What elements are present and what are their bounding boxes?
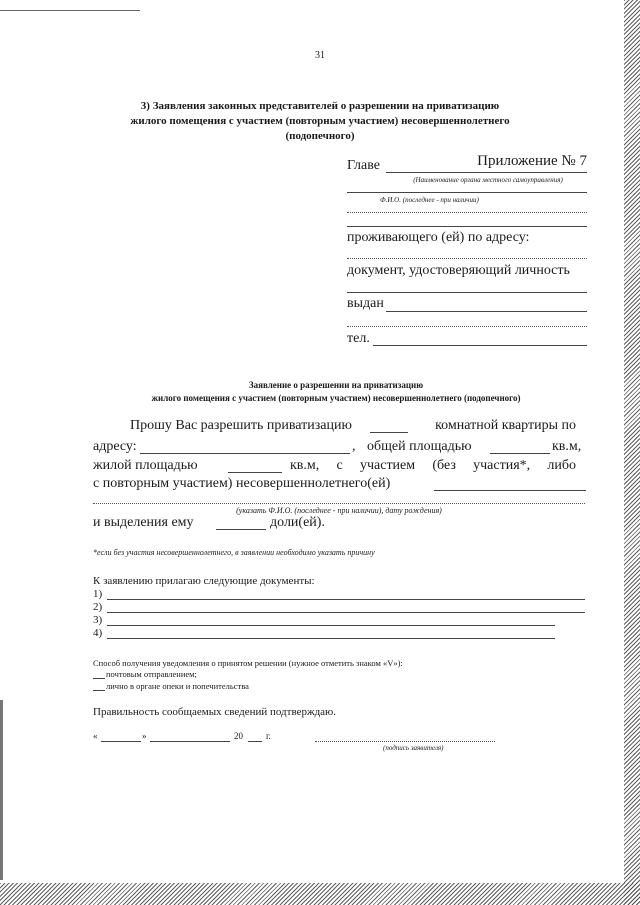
heading-line-1: 3) Заявления законных представителей о разрешении на приватизацию	[140, 100, 500, 112]
request-text-2b: общей площадью	[367, 439, 472, 454]
appendix-label: Приложение № 7	[477, 153, 587, 169]
request-text-1b: комнатной квартиры по	[435, 418, 576, 433]
attachment-4-field[interactable]	[107, 638, 555, 639]
residing-label: проживающего (ей) по адресу:	[347, 230, 530, 245]
date-year-field[interactable]	[248, 741, 262, 742]
option-mail: почтовым отправлением;	[106, 669, 197, 679]
form-title	[96, 379, 576, 405]
minor-name-field-2[interactable]	[93, 503, 585, 504]
attachment-3-field[interactable]	[107, 625, 555, 626]
fio-field-line[interactable]	[347, 192, 587, 193]
scan-edge-left	[0, 700, 3, 880]
confirmation-text: Правильность сообщаемых сведений подтверждаю.	[93, 706, 337, 718]
date-year-prefix: 20	[234, 731, 243, 741]
date-year-suffix: г.	[266, 731, 271, 741]
issued-field-2[interactable]	[347, 326, 587, 327]
id-document-field[interactable]	[347, 292, 587, 293]
request-text-3a: жилой площадью	[93, 458, 198, 473]
form-title-line-1: Заявление о разрешении на приватизацию	[248, 380, 424, 390]
date-close-quote: »	[142, 731, 147, 741]
attachment-3-label: 3)	[93, 614, 103, 626]
attachments-intro: К заявлению прилагаю следующие документы:	[93, 575, 315, 587]
issued-field[interactable]	[386, 311, 587, 312]
mail-checkbox[interactable]	[93, 678, 105, 679]
address-field[interactable]	[347, 258, 587, 259]
to-label: Главе	[347, 158, 380, 173]
heading-line-2: жилого помещения с участием (повторным участием) несовершеннолетнего	[130, 115, 510, 127]
issued-label: выдан	[347, 296, 384, 311]
personal-checkbox[interactable]	[93, 690, 105, 691]
address-input[interactable]	[140, 453, 350, 454]
living-area-field[interactable]	[228, 472, 282, 473]
notification-intro: Способ получения уведомления о принятом решении (нужное отметить знаком «V»):	[93, 658, 403, 668]
option-personal: лично в органе опеки и попечительства	[106, 681, 249, 691]
share-text-a: и выделения ему	[93, 515, 194, 530]
fio-field-line-3[interactable]	[347, 226, 587, 227]
signature-field[interactable]	[315, 741, 495, 742]
minor-name-field[interactable]	[434, 490, 586, 491]
share-field[interactable]	[216, 529, 266, 530]
phone-label: тел.	[347, 331, 370, 346]
share-text-b: доли(ей).	[270, 515, 325, 530]
heading-line-3: (подопечного)	[285, 130, 355, 142]
scan-top-mark	[0, 10, 140, 11]
rooms-field[interactable]	[370, 432, 408, 433]
id-document-label: документ, удостоверяющий личность	[347, 263, 570, 278]
fio-field-line-2[interactable]	[347, 212, 587, 213]
attachment-2-field[interactable]	[107, 612, 585, 613]
comma-1: ,	[352, 439, 356, 454]
attachment-1-label: 1)	[93, 588, 103, 600]
scan-edge-bottom	[0, 883, 640, 905]
attachment-4-label: 4)	[93, 627, 103, 639]
date-month-field[interactable]	[150, 741, 230, 742]
total-area-field[interactable]	[490, 453, 550, 454]
page-number: 31	[315, 50, 325, 61]
org-field[interactable]	[386, 172, 587, 173]
footnote: *если без участия несовершеннолетнего, в заявлении необходимо указать причину	[93, 548, 375, 557]
request-text-4: с повторным участием) несовершеннолетнего(ей)	[93, 476, 391, 491]
date-day-field[interactable]	[101, 741, 141, 742]
phone-field[interactable]	[373, 345, 587, 346]
request-text-2c: кв.м,	[552, 439, 582, 454]
date-open-quote: «	[93, 731, 98, 741]
request-text-3b: кв.м, с участием (без участия*, либо	[290, 458, 576, 473]
scan-edge-right	[624, 0, 640, 905]
fio-dob-caption: (указать Ф.И.О. (последнее - при наличии), дату рождения)	[236, 506, 442, 515]
section-heading	[96, 99, 544, 144]
attachment-2-label: 2)	[93, 601, 103, 613]
request-text-2a: адресу:	[93, 439, 137, 454]
signature-caption: (подпись заявителя)	[383, 744, 444, 752]
request-text-1a: Прошу Вас разрешить приватизацию	[130, 418, 352, 433]
fio-caption: Ф.И.О. (последнее - при наличии)	[380, 196, 479, 204]
form-title-line-2: жилого помещения с участием (повторным участием) несовершеннолетнего (подопечного)	[151, 393, 521, 403]
attachment-1-field[interactable]	[107, 599, 585, 600]
org-caption: (Наименование органа местного самоуправления)	[413, 176, 563, 184]
